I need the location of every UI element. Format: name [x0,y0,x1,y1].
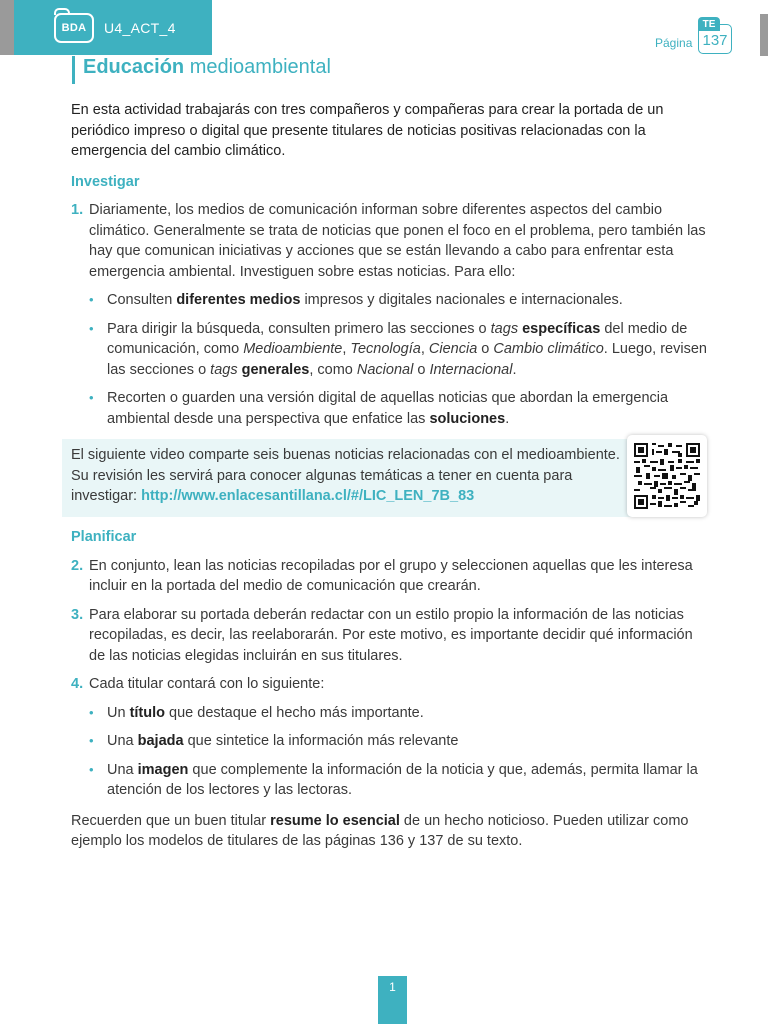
bullet-italic: Medioambiente [243,341,343,357]
video-link[interactable]: http://www.enlacesantillana.cl/#/LIC_LEN_7B_83 [141,488,475,504]
item-text: Cada titular contará con lo siguiente: [89,676,325,692]
header-bar [14,0,212,55]
bullet-bold: específicas [522,320,601,337]
info-box-text [71,445,623,507]
bullet-bold: título [129,704,166,721]
bullet-text: que sintetice la información más relevante [183,733,459,749]
numbered-item-3 [71,605,711,667]
section-heading-investigar: Investigar [71,173,140,190]
info-text: El siguiente video comparte seis buenas noticias relacionadas con el medioambiente. Su revisión les servirá para conocer algunas temáticas a tener en cuenta para investigar: [71,447,620,504]
page-title [72,56,331,84]
numbered-item-2 [71,556,711,597]
footer-page-number: 1 [378,976,407,1024]
item-text: Diariamente, los medios de comunicación informan sobre diferentes aspectos del cambio climático. Generalmente se trata de noticias que ponen el foco en el problema, pero también las hay que comunican iniciativas y acciones que se están llevando a cabo para enfrentar esta emergencia ambiental. Investiguen sobre estas noticias. Para ello: [89,202,706,280]
bullet-item [71,388,711,429]
bullet-italic: Internacional [429,361,513,378]
item-number: 1. [71,202,84,218]
section-heading-planificar: Planificar [71,529,137,545]
bullet-item [71,731,711,752]
bullet-item [71,703,711,724]
bullet-item [71,760,711,801]
bullet-text: que destaque el hecho más importante. [165,704,424,721]
bullet-bold: bajada [137,733,184,749]
numbered-item-1 [71,200,711,282]
qr-code-icon[interactable] [627,435,707,517]
item-text: Para elaborar su portada deberán redactar con un estilo propio la información de las noticias recopiladas, es decir, las reelaborarán. Por este motivo, es importante decidir qué información de las noticias elegidas incluirán en sus titulares. [89,606,693,664]
item-text: En conjunto, lean las noticias recopiladas por el grupo y seleccionen aquellas que les interesa incluir en la portada del medio de comunicación que crearán. [89,557,693,594]
bullet-text: Consulten [107,292,177,308]
page-badge [698,18,732,54]
bullet-text: . [512,361,517,378]
bullet-bold: diferentes medios [176,292,301,308]
intro-paragraph: En esta actividad trabajarás con tres compañeros y compañeras para crear la portada de un periódico impreso o digital que presente titulares de noticias positivas relacionadas con la emergencia del cambio climático. [71,102,664,159]
bullet-item [71,290,711,311]
item-number: 3. [71,606,84,623]
qr-code-graphic [634,443,700,509]
closing-text: Recuerden que un buen titular [71,812,271,829]
bullet-text: , [342,341,351,357]
closing-paragraph [71,811,711,852]
left-edge-strip [0,0,14,55]
bullet-italic: tags [490,320,519,337]
page-badge-number: 137 [702,32,728,49]
bullet-italic: tags [210,361,238,378]
bullet-italic: Ciencia [428,341,478,357]
bullet-bold: imagen [137,761,189,778]
bullet-text: Para dirigir la búsqueda, consulten primero las secciones o [107,320,491,337]
bullet-text: , como [309,361,357,378]
bullet-text: Un [107,704,130,721]
bullet-text: del medio de comunicación, como [107,320,688,357]
closing-text: de un hecho noticioso. Pueden utilizar como ejemplo los modelos de titulares de las páginas 136 y 137 de su texto. [71,812,689,849]
bullet-text: Recorten o guarden una versión digital de aquellas noticias que abordan la emergencia ambiental desde una perspectiva que enfatice las [107,390,669,427]
bullet-text: o [413,361,430,378]
bullet-text: impresos y digitales nacionales e internacionales. [300,292,623,308]
item-number: 2. [71,557,84,574]
bullet-item [71,319,711,381]
page-badge-tab: TE [698,17,720,31]
page-label: Página [655,36,693,50]
bullet-text: , [420,341,429,357]
closing-bold: resume lo esencial [270,812,400,829]
bda-label: BDA [61,21,87,34]
right-edge-strip [760,14,768,56]
bda-folder-icon [54,13,94,43]
main-content [71,100,711,852]
bullet-italic: Nacional [356,361,414,378]
activity-code: U4_ACT_4 [104,19,176,36]
bullet-text: . [505,410,510,427]
bullet-text: Una [107,761,138,778]
bullet-text: Una [107,733,138,749]
bullet-italic: Cambio climático [493,341,604,357]
numbered-item-4 [71,674,711,695]
title-bold: Educación [83,56,185,78]
item-number: 4. [71,676,84,692]
bullet-text: que complemente la información de la noticia y que, además, permita llamar la atención de los lectores y las lectoras. [107,761,698,798]
video-info-box [62,439,696,517]
title-light: medioambiental [184,56,331,78]
bullet-text: o [477,341,494,357]
bullet-italic: Tecnología [350,341,421,357]
bullet-bold: soluciones [429,410,506,427]
bullet-text: . Luego, revisen las secciones o [107,341,707,378]
bullet-bold: generales [241,361,310,378]
